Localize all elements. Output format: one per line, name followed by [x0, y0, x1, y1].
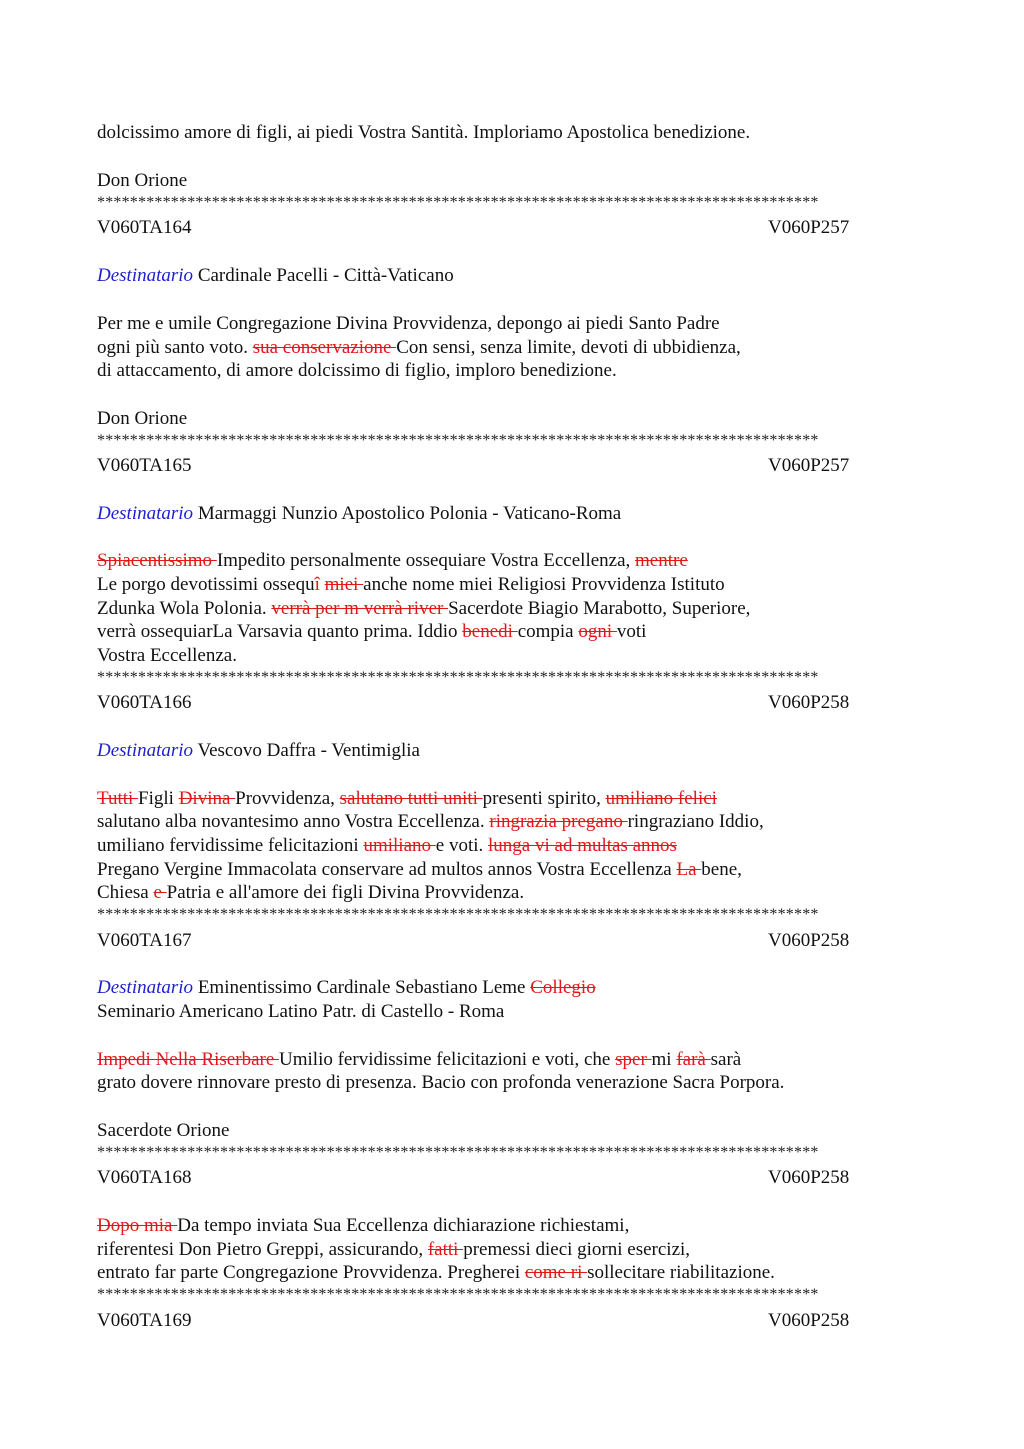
body-text: Con sensi, senza limite, devoti di ubbidienza,	[396, 337, 741, 358]
deleted-text: sper	[615, 1049, 652, 1070]
body-text: verrà ossequiarLa Varsavia quanto prima. Iddio	[97, 621, 463, 642]
body-text: compia	[517, 621, 579, 642]
body-line	[97, 573, 725, 597]
deleted-text: La	[676, 859, 702, 880]
body-text: umiliano fervidissime felicitazioni	[97, 835, 364, 856]
body-text: sollecitare riabilitazione.	[587, 1262, 775, 1283]
page-code: V060P258	[768, 930, 850, 951]
separator: ****************************************************************************************	[97, 1145, 819, 1161]
deleted-text: ringrazia pregano	[489, 811, 628, 832]
body-line: Vostra Eccellenza.	[97, 645, 237, 666]
body-text: Figli	[138, 788, 179, 809]
body-text: Pregano Vergine Immacolata conservare ad multos annos Vostra Eccellenza	[97, 859, 677, 880]
body-line	[97, 787, 717, 811]
recipient-line	[97, 264, 454, 288]
body-line	[97, 549, 688, 573]
deleted-text: lunga vi ad multas annos	[488, 835, 677, 856]
deleted-text: farà	[676, 1049, 711, 1070]
body-text: Chiesa	[97, 882, 154, 903]
deleted-text: Collegio	[530, 977, 596, 998]
recipient-label: Destinatario	[97, 977, 194, 998]
page-code: V060P258	[768, 692, 850, 713]
body-text: presenti spirito,	[482, 788, 606, 809]
body-text: anche nome miei Religiosi Provvidenza Istituto	[363, 574, 725, 595]
signature: Don Orione	[97, 408, 188, 429]
body-line	[97, 336, 741, 360]
letter-code: V060TA165	[97, 455, 192, 476]
deleted-text: benedi	[462, 621, 518, 642]
deleted-text: ogni	[578, 621, 617, 642]
deleted-text: Dopo mia	[97, 1215, 178, 1236]
letter-code: V060TA164	[97, 217, 192, 238]
body-text: entrato far parte Congregazione Provvidenza. Pregherei	[97, 1262, 525, 1283]
letter-code: V060TA167	[97, 930, 192, 951]
letter-code: V060TA169	[97, 1310, 192, 1331]
body-text: Sacerdote Biagio Marabotto, Superiore,	[448, 598, 751, 619]
body-text: Provvidenza,	[235, 788, 340, 809]
signature: Sacerdote Orione	[97, 1120, 230, 1141]
letter-code: V060TA168	[97, 1167, 192, 1188]
body-line	[97, 881, 524, 905]
intro-text-line: dolcissimo amore di figli, ai piedi Vostra Santità. Imploriamo Apostolica benedizione.	[97, 122, 751, 143]
recipient-line	[97, 976, 596, 1000]
deleted-text: e	[153, 882, 167, 903]
body-text: Impedito personalmente ossequiare Vostra Eccellenza,	[216, 550, 636, 571]
body-line	[97, 810, 764, 834]
inserted-mark: î	[314, 574, 320, 595]
recipient-line: Seminario Americano Latino Patr. di Castello - Roma	[97, 1001, 505, 1022]
deleted-text: umiliano	[363, 835, 436, 856]
body-text: Umilio fervidissime felicitazioni e voti, che	[279, 1049, 616, 1070]
deleted-text: mentre	[635, 550, 688, 571]
page-code: V060P258	[768, 1167, 850, 1188]
body-line	[97, 1238, 690, 1262]
body-line	[97, 620, 646, 644]
body-line	[97, 858, 742, 882]
recipient-name: Marmaggi Nunzio Apostolico Polonia - Vaticano-Roma	[197, 503, 622, 524]
body-text: ogni più santo voto.	[97, 337, 253, 358]
deleted-text: miei	[324, 574, 364, 595]
separator: ****************************************************************************************	[97, 1287, 819, 1303]
recipient-name: Eminentissimo Cardinale Sebastiano Leme	[197, 977, 531, 998]
body-text: ringraziano Iddio,	[627, 811, 764, 832]
deleted-text: Spiacentissimo	[97, 550, 217, 571]
separator: ****************************************************************************************	[97, 670, 819, 686]
body-text: salutano alba novantesimo anno Vostra Eccellenza.	[97, 811, 490, 832]
recipient-name: Vescovo Daffra - Ventimiglia	[197, 740, 420, 761]
page-code: V060P258	[768, 1310, 850, 1331]
separator: ****************************************************************************************	[97, 195, 819, 211]
page-code: V060P257	[768, 217, 850, 238]
body-text: premessi dieci giorni esercizi,	[463, 1239, 691, 1260]
recipient-label: Destinatario	[97, 503, 194, 524]
separator: ****************************************************************************************	[97, 433, 819, 449]
body-line	[97, 834, 677, 858]
body-text: Da tempo inviata Sua Eccellenza dichiarazione richiestami,	[177, 1215, 630, 1236]
deleted-text: Divina	[178, 788, 236, 809]
recipient-name: Cardinale Pacelli - Città-Vaticano	[197, 265, 454, 286]
deleted-text: umiliano felici	[605, 788, 717, 809]
recipient-label: Destinatario	[97, 265, 194, 286]
letter-code: V060TA166	[97, 692, 192, 713]
body-text: e voti.	[435, 835, 489, 856]
body-line: grato dovere rinnovare presto di presenza. Bacio con profonda venerazione Sacra Porpora.	[97, 1072, 785, 1093]
body-text: voti	[616, 621, 647, 642]
body-text: riferentesi Don Pietro Greppi, assicurando,	[97, 1239, 428, 1260]
deleted-text: sua conservazione	[252, 337, 397, 358]
deleted-text: fatti	[427, 1239, 464, 1260]
body-line: di attaccamento, di amore dolcissimo di figlio, imploro benedizione.	[97, 360, 617, 381]
deleted-text: salutano tutti uniti	[339, 788, 483, 809]
deleted-text: Tutti	[97, 788, 139, 809]
body-line	[97, 1048, 741, 1072]
body-line	[97, 597, 750, 621]
body-text: Zdunka Wola Polonia.	[97, 598, 272, 619]
deleted-text: come ri	[524, 1262, 588, 1283]
page-code: V060P257	[768, 455, 850, 476]
body-line	[97, 1261, 775, 1285]
deleted-text: verrà per m verrà river	[271, 598, 449, 619]
body-text: mi	[651, 1049, 677, 1070]
recipient-line	[97, 502, 621, 526]
body-text: Le porgo devotissimi ossequ	[97, 574, 315, 595]
recipient-line	[97, 739, 420, 763]
body-text: bene,	[701, 859, 742, 880]
body-text: sarà	[710, 1049, 742, 1070]
intro-signature: Don Orione	[97, 170, 188, 191]
deleted-text: Impedi Nella Riserbare	[97, 1049, 280, 1070]
body-text: Patria e all'amore dei figli Divina Provvidenza.	[166, 882, 525, 903]
recipient-label: Destinatario	[97, 740, 194, 761]
body-line: Per me e umile Congregazione Divina Provvidenza, depongo ai piedi Santo Padre	[97, 313, 720, 334]
separator: ****************************************************************************************	[97, 907, 819, 923]
body-line	[97, 1214, 629, 1238]
